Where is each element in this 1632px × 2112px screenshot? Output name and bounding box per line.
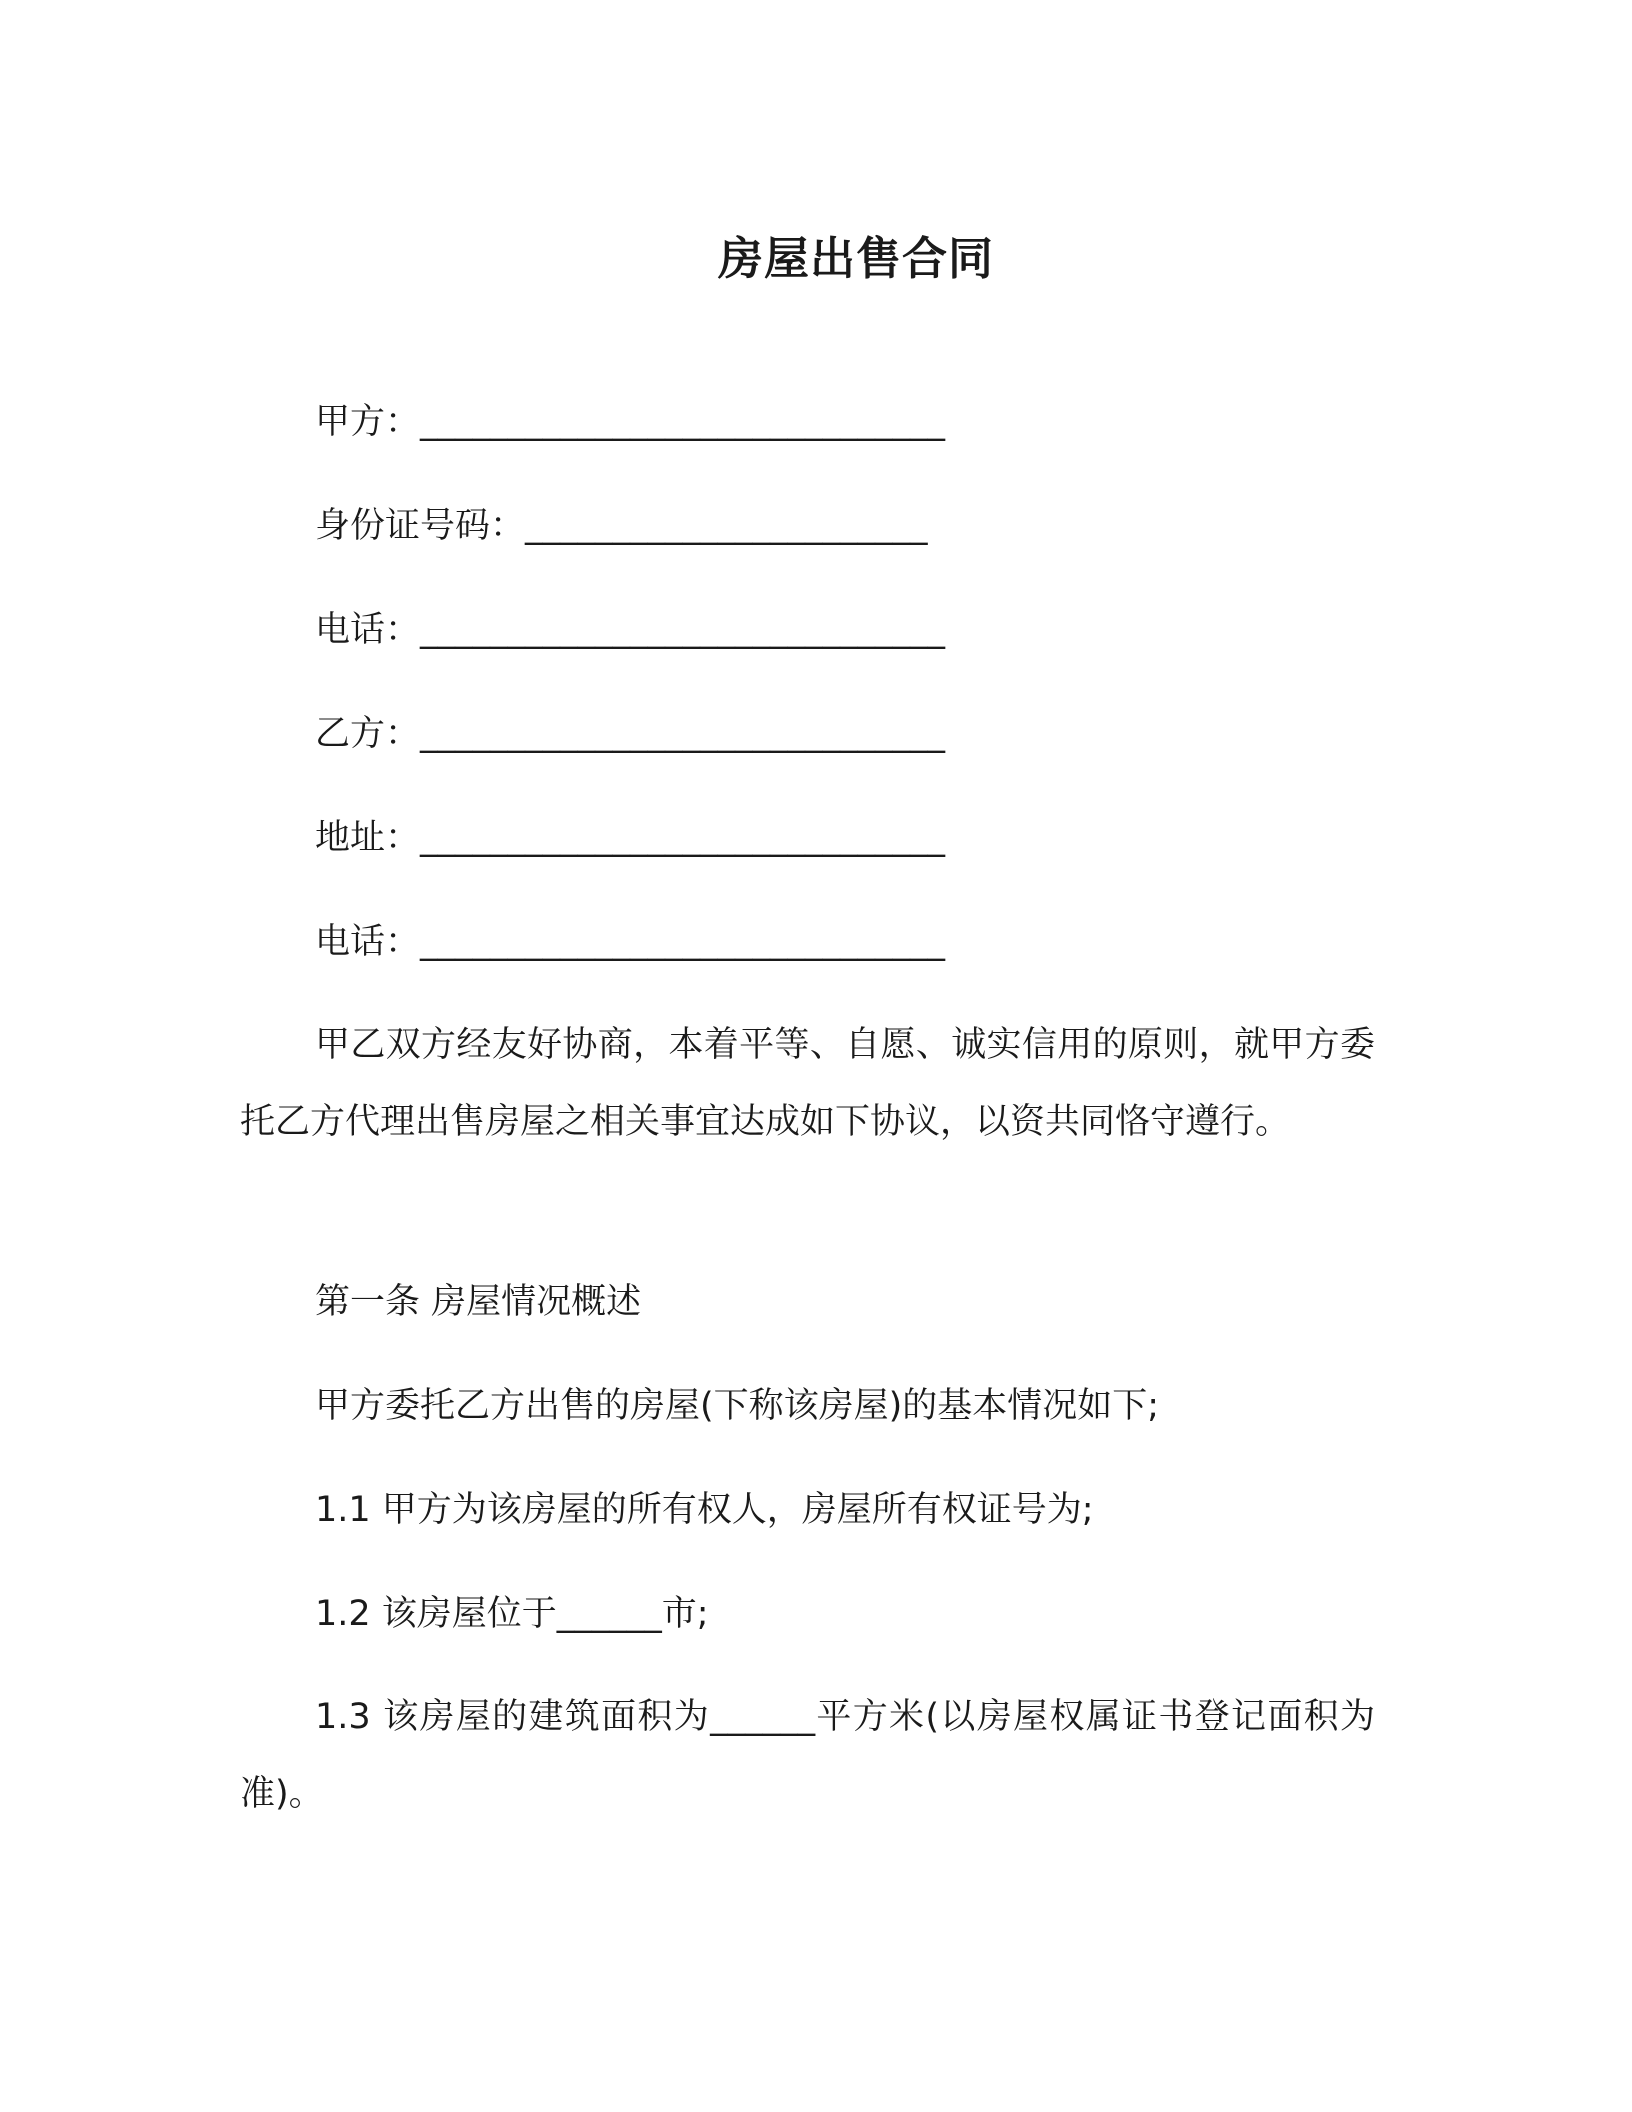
party-a-field: 甲方：______________________________ — [315, 402, 946, 442]
party-b-phone-field: 电话：______________________________ — [315, 922, 946, 962]
clause-1-1: 1.1 甲方为该房屋的所有权人，房屋所有权证号为; — [315, 1490, 1094, 1530]
address-field: 地址：______________________________ — [315, 818, 946, 858]
party-a-phone-field: 电话：______________________________ — [315, 610, 946, 650]
clause-1-2: 1.2 该房屋位于______市; — [315, 1594, 709, 1634]
intro-paragraph: 甲乙双方经友好协商，本着平等、自愿、诚实信用的原则，就甲方委托乙方代理出售房屋之相关事宜达成如下协议，以资共同恪守遵行。 — [240, 1025, 1375, 1142]
document-title: 房屋出售合同 — [717, 232, 994, 285]
party-b-field: 乙方：______________________________ — [315, 714, 946, 754]
article-1-heading: 第一条 房屋情况概述 — [315, 1282, 642, 1322]
clause-1-3: 1.3 该房屋的建筑面积为______平方米(以房屋权属证书登记面积为准)。 — [240, 1697, 1375, 1814]
id-number-field: 身份证号码：_______________________ — [315, 506, 928, 546]
article-1-lead: 甲方委托乙方出售的房屋(下称该房屋)的基本情况如下; — [315, 1386, 1160, 1426]
